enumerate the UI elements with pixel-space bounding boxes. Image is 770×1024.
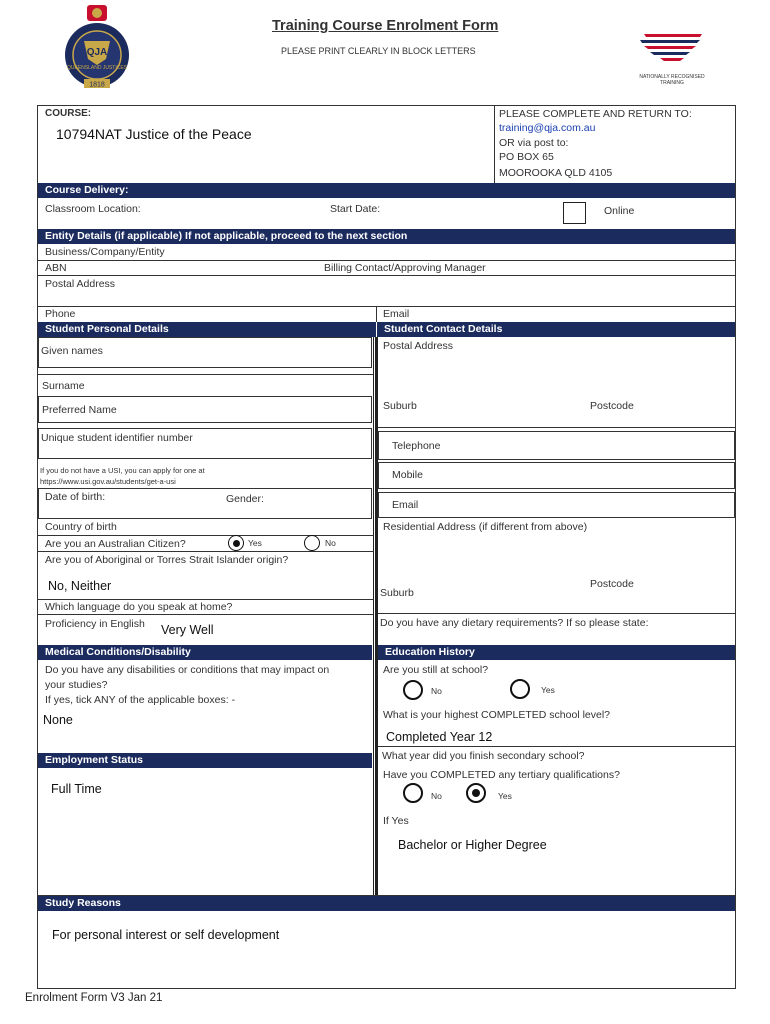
tertiary-no-radio[interactable] [403,783,423,803]
qja-logo [58,3,136,91]
year-finished-question[interactable]: What year did you finish secondary school? [382,750,585,762]
contact-postal-field[interactable]: Postal Address [383,340,454,352]
start-date[interactable]: Start Date: [330,203,381,215]
footer-version: Enrolment Form V3 Jan 21 [25,992,163,1004]
nrt-logo [630,30,715,90]
medical-question-2: your studies? [45,679,108,691]
online-checkbox[interactable] [563,202,586,224]
return-post-label: OR via post to: [499,137,569,149]
residential-postcode-field[interactable]: Postcode [590,578,634,590]
citizen-yes-radio[interactable] [228,535,244,551]
residential-address-field[interactable]: Residential Address (if different from above) [383,521,588,533]
gender-field[interactable]: Gender: [226,493,264,505]
school-no-label: No [431,686,442,696]
language-field[interactable]: Which language do you speak at home? [45,601,233,613]
education-heading: Education History [378,645,735,660]
given-names-field[interactable]: Given names [41,345,103,357]
if-yes-value[interactable]: Bachelor or Higher Degree [398,838,547,852]
contact-postcode-field[interactable]: Postcode [590,400,634,412]
citizen-no-label: No [325,538,336,548]
contact-email-field[interactable]: Email [392,499,419,511]
return-po-box: PO BOX 65 [499,151,554,163]
billing-contact-field[interactable]: Billing Contact/Approving Manager [324,262,486,274]
tertiary-yes-radio[interactable] [466,783,486,803]
logo-ring-text: QUEENSLAND JUSTICES [66,65,127,71]
citizen-yes-label: Yes [248,538,262,548]
medical-question-3: If yes, tick ANY of the applicable boxes: - [45,694,236,706]
form-subtitle: PLEASE PRINT CLEARLY IN BLOCK LETTERS [281,46,476,56]
logo-year-text: 1818 [89,81,105,89]
medical-value[interactable]: None [43,713,73,727]
aboriginal-question: Are you of Aboriginal or Torres Strait Islander origin? [45,554,289,566]
tertiary-question: Have you COMPLETED any tertiary qualifications? [383,769,620,781]
personal-heading: Student Personal Details [38,322,376,337]
telephone-field[interactable]: Telephone [392,440,441,452]
employment-heading: Employment Status [38,753,372,768]
entity-email-field[interactable]: Email [383,308,410,320]
if-yes-label: If Yes [383,815,409,827]
aboriginal-value[interactable]: No, Neither [48,579,112,593]
tertiary-yes-label: Yes [498,791,512,801]
highest-school-level-question: What is your highest COMPLETED school level? [383,709,611,721]
study-reasons-value[interactable]: For personal interest or self development [52,928,280,942]
employment-value[interactable]: Full Time [51,782,102,796]
medical-question-1: Do you have any disabilities or conditions that may impact on [45,664,330,676]
contact-suburb-field[interactable]: Suburb [383,400,417,412]
course-delivery-heading: Course Delivery: [38,183,735,198]
contact-heading: Student Contact Details [377,322,735,337]
tertiary-no-label: No [431,791,442,801]
entity-postal-field[interactable]: Postal Address [45,278,116,290]
course-value[interactable]: 10794NAT Justice of the Peace [56,126,252,142]
column-divider [373,337,378,896]
course-label: COURSE: [45,108,92,119]
citizen-question: Are you an Australian Citizen? [45,538,186,550]
proficiency-value[interactable]: Very Well [161,623,214,637]
study-reasons-heading: Study Reasons [38,896,735,911]
return-suburb: MOOROOKA QLD 4105 [499,167,613,179]
abn-field[interactable]: ABN [45,262,67,274]
online-label: Online [604,205,635,217]
country-of-birth-field[interactable]: Country of birth [45,521,117,533]
mobile-field[interactable]: Mobile [392,469,423,481]
business-field[interactable]: Business/Company/Entity [45,246,165,258]
surname-field[interactable]: Surname [42,380,85,392]
proficiency-label: Proficiency in English [45,618,145,630]
residential-suburb-field[interactable]: Suburb [380,587,414,599]
entity-heading: Entity Details (if applicable) If not applicable, proceed to the next section [38,229,735,244]
school-yes-label: Yes [541,685,555,695]
form-title: Training Course Enrolment Form [272,18,499,34]
dob-field[interactable]: Date of birth: [45,491,106,503]
dietary-question[interactable]: Do you have any dietary requirements? If so please state: [380,617,649,629]
classroom-location[interactable]: Classroom Location: [45,203,141,215]
return-email-link[interactable]: training@qja.com.au [499,122,596,134]
highest-school-level-value[interactable]: Completed Year 12 [386,730,493,744]
nrt-text: NATIONALLY RECOGNISED TRAINING [639,74,705,86]
entity-phone-field[interactable]: Phone [45,308,76,320]
usi-note-line-2: https://www.usi.gov.au/students/get-a-usi [40,477,176,486]
medical-heading: Medical Conditions/Disability [38,645,372,660]
preferred-name-field[interactable]: Preferred Name [42,404,117,416]
still-at-school-question: Are you still at school? [383,664,489,676]
school-no-radio[interactable] [403,680,423,700]
usi-field[interactable]: Unique student identifier number [41,432,193,444]
school-yes-radio[interactable] [510,679,530,699]
usi-note-line-1: If you do not have a USI, you can apply for one at [40,466,205,475]
return-heading: PLEASE COMPLETE AND RETURN TO: [499,108,692,120]
citizen-no-radio[interactable] [304,535,320,551]
logo-qja-text: QJA [86,47,108,58]
